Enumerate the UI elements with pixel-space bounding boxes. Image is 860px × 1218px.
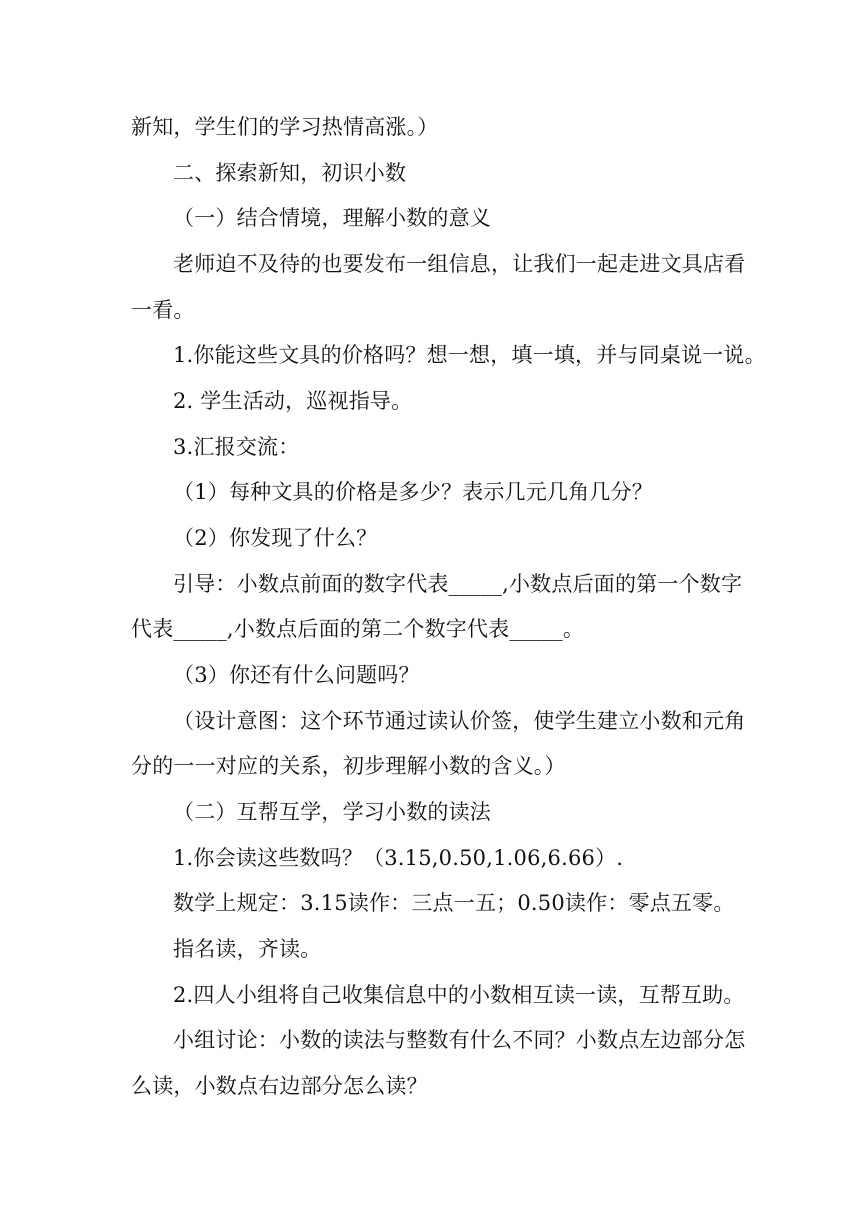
paragraph-line: 老师迫不及待的也要发布一组信息，让我们一起走进文具店看 <box>173 252 746 276</box>
numbered-item: 2.四人小组将自己收集信息中的小数相互读一读，互帮互助。 <box>173 983 745 1007</box>
sub-item: （3）你还有什么问题吗？ <box>173 663 420 687</box>
text-line-continuation: 新知，学生们的学习热情高涨。） <box>131 115 439 139</box>
paragraph-line: 数学上规定：3.15读作：三点一五；0.50读作：零点五零。 <box>173 891 735 915</box>
sub-item: （1）每种文具的价格是多少？表示几元几角几分？ <box>173 480 653 504</box>
numbered-item: 1.你能这些文具的价格吗？想一想，填一填，并与同桌说一说。 <box>173 343 766 367</box>
section-heading: 二、探索新知，初识小数 <box>173 161 407 185</box>
numbered-item: 3.汇报交流： <box>173 435 300 459</box>
paragraph-line: 小组讨论：小数的读法与整数有什么不同？小数点左边部分怎 <box>173 1028 746 1052</box>
paragraph-line: 一看。 <box>131 298 195 322</box>
numbered-item: 2. 学生活动，巡视指导。 <box>173 389 413 413</box>
paragraph-line: 指名读，齐读。 <box>173 937 322 961</box>
paragraph-line: 么读，小数点右边部分怎么读？ <box>131 1074 428 1098</box>
paragraph-line: 代表_____,小数点后面的第二个数字代表_____。 <box>131 617 585 641</box>
design-note-line: 分的一一对应的关系，初步理解小数的含义。） <box>131 754 566 778</box>
paragraph-line: 引导：小数点前面的数字代表_____,小数点后面的第一个数字 <box>173 572 743 596</box>
design-note-line: （设计意图：这个环节通过读认价签，使学生建立小数和元角 <box>173 709 746 733</box>
sub-item: （2）你发现了什么？ <box>173 526 378 550</box>
subsection-heading: （一）结合情境，理解小数的意义 <box>173 206 491 230</box>
subsection-heading: （二）互帮互学，学习小数的读法 <box>173 800 491 824</box>
numbered-item: 1.你会读这些数吗？（3.15,0.50,1.06,6.66）. <box>173 846 624 870</box>
